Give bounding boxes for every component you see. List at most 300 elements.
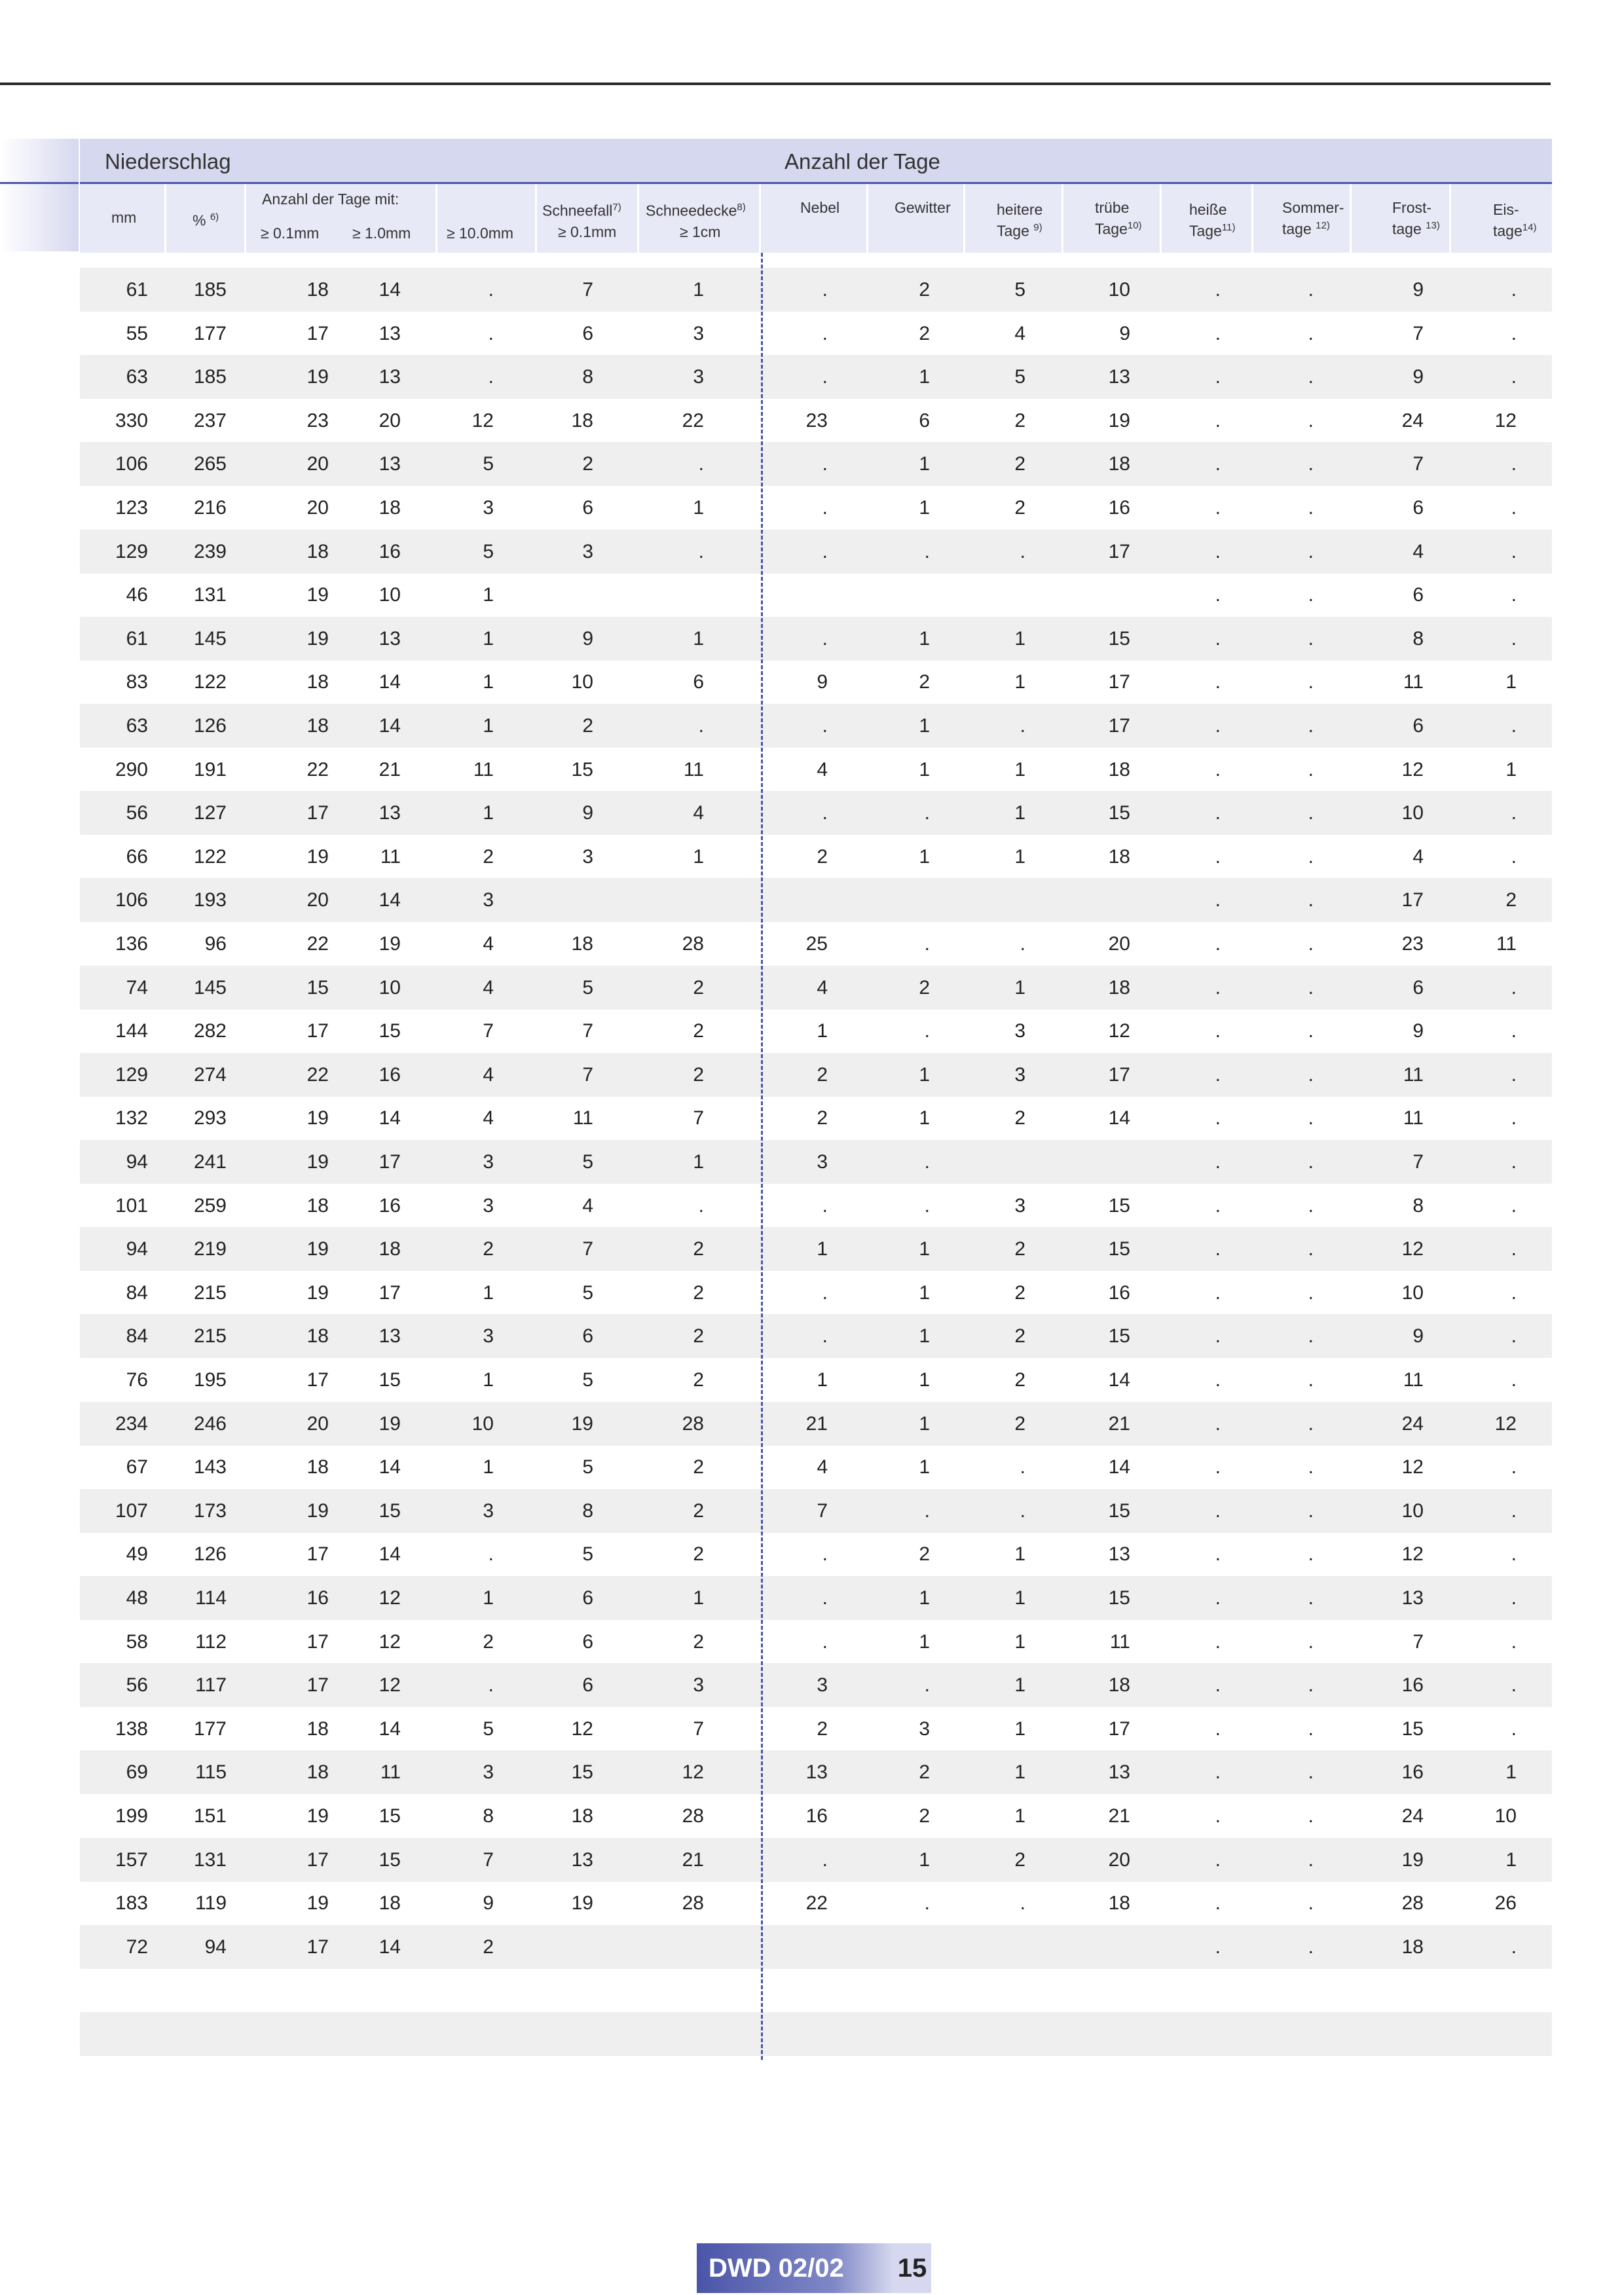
table-cell — [625, 2012, 704, 2056]
table-cell: . — [488, 1543, 494, 1565]
table-cell: 234 — [115, 1413, 148, 1435]
table-row — [80, 1707, 1552, 1751]
table-cell: 18 — [306, 715, 329, 737]
table-cell: 157 — [115, 1849, 148, 1871]
table-cell — [515, 1925, 593, 1969]
table-cell: 185 — [193, 279, 227, 301]
table-cell: 11 — [683, 759, 704, 780]
table-cell: 17 — [306, 1936, 329, 1958]
table-cell: . — [1308, 410, 1314, 431]
table-cell: . — [1511, 1020, 1517, 1042]
table-cell: 1 — [817, 1238, 828, 1260]
table-cell: . — [1215, 1718, 1221, 1740]
table-row — [80, 922, 1552, 966]
table-cell: 2 — [693, 1064, 704, 1086]
table-cell: . — [1511, 1151, 1517, 1173]
table-cell — [1142, 2012, 1221, 2056]
table-cell: 7 — [1412, 1631, 1424, 1653]
table-cell: 12 — [378, 1587, 401, 1609]
table-cell: 119 — [195, 1892, 227, 1914]
table-cell: 5 — [483, 453, 494, 475]
table-cell — [415, 2012, 494, 2056]
table-cell: . — [1308, 1849, 1314, 1871]
table-row — [80, 1402, 1552, 1446]
table-cell: . — [1308, 1413, 1314, 1435]
table-cell: 14 — [378, 1456, 401, 1478]
table-cell: . — [698, 715, 704, 737]
table-cell: 15 — [1108, 802, 1130, 824]
table-row — [80, 312, 1552, 356]
table-cell: 1 — [919, 846, 930, 868]
table-cell: 11 — [1496, 933, 1517, 955]
table-cell: 1 — [483, 715, 494, 737]
header-schneedecke: Schneedecke$^{8)}$ — [646, 202, 746, 219]
table-row — [80, 2012, 1552, 2056]
table-row — [80, 878, 1552, 922]
table-cell: 18 — [1108, 846, 1130, 868]
table-cell: 26 — [1494, 1892, 1517, 1914]
table-row — [80, 617, 1552, 661]
table-cell: 19 — [306, 1107, 329, 1129]
table-cell: . — [1215, 1892, 1221, 1914]
table-cell — [148, 2012, 227, 2056]
section-divider — [761, 253, 763, 2060]
table-cell: . — [1215, 889, 1221, 911]
table-cell: 14 — [1108, 1369, 1130, 1391]
table-cell: . — [1215, 933, 1221, 955]
table-cell: 6 — [582, 1674, 593, 1696]
table-cell — [947, 2012, 1025, 2056]
table-cell: . — [822, 1282, 828, 1304]
table-cell — [69, 1968, 148, 2012]
table-cell — [625, 573, 704, 617]
table-row — [80, 1881, 1552, 1925]
table-cell: 199 — [115, 1805, 148, 1827]
table-row — [80, 1358, 1552, 1402]
table-cell: 1 — [919, 1325, 930, 1347]
table-cell: 1 — [693, 497, 704, 519]
table-cell: . — [1215, 1195, 1221, 1217]
table-cell — [947, 573, 1025, 617]
table-cell: 18 — [1108, 453, 1130, 475]
table-cell: . — [1511, 1674, 1517, 1696]
table-cell: 2 — [693, 1500, 704, 1522]
table-cell: 13 — [1108, 1761, 1130, 1783]
table-cell: 9 — [1412, 279, 1424, 301]
table-cell: 11 — [1403, 1107, 1424, 1129]
table-row — [80, 268, 1552, 312]
table-cell: . — [1308, 1543, 1314, 1565]
table-cell: 1 — [483, 802, 494, 824]
table-cell: 13 — [378, 366, 401, 388]
table-row — [80, 1184, 1552, 1228]
table-cell — [1052, 573, 1130, 617]
table-cell: . — [822, 1325, 828, 1347]
table-cell: 15 — [1108, 1500, 1130, 1522]
table-cell: 18 — [306, 1325, 329, 1347]
table-cell — [1235, 1968, 1314, 2012]
table-cell: 63 — [126, 366, 148, 388]
table-cell: . — [924, 1500, 930, 1522]
table-cell — [851, 1925, 930, 1969]
table-cell: 12 — [571, 1718, 593, 1740]
table-row — [80, 660, 1552, 704]
table-cell: 5 — [582, 1369, 593, 1391]
table-cell: 5 — [582, 1543, 593, 1565]
table-cell: 215 — [193, 1282, 227, 1304]
table-row — [80, 1445, 1552, 1489]
table-cell: 2 — [693, 1282, 704, 1304]
table-cell: 61 — [126, 279, 148, 301]
table-cell: . — [1215, 1631, 1221, 1653]
table-cell: 4 — [1412, 541, 1424, 562]
table-cell: 185 — [193, 366, 227, 388]
table-cell: 19 — [1108, 410, 1130, 431]
table-cell: 2 — [582, 715, 593, 737]
table-cell — [947, 1968, 1025, 2012]
table-cell: 20 — [306, 889, 329, 911]
table-cell: 2 — [1014, 1325, 1025, 1347]
table-cell: . — [1215, 846, 1221, 868]
table-cell: 63 — [126, 715, 148, 737]
table-cell: 2 — [919, 977, 930, 999]
table-cell: 11 — [572, 1107, 593, 1129]
table-cell: 3 — [817, 1674, 828, 1696]
table-cell: 10 — [1401, 1500, 1424, 1522]
table-cell: 16 — [1401, 1674, 1424, 1696]
table-cell: . — [1511, 1325, 1517, 1347]
table-cell: 4 — [483, 933, 494, 955]
table-cell: 259 — [193, 1195, 227, 1217]
table-cell: 14 — [1108, 1107, 1130, 1129]
table-cell: 14 — [1108, 1456, 1130, 1478]
table-cell: 49 — [126, 1543, 148, 1565]
header-anzahl-der-tage-mit: Anzahl der Tage mit: — [262, 191, 399, 208]
table-cell: . — [488, 279, 494, 301]
table-cell: 18 — [378, 1892, 401, 1914]
table-cell: . — [1308, 1282, 1314, 1304]
table-cell: 17 — [306, 802, 329, 824]
table-cell: . — [924, 933, 930, 955]
col-header-cell — [761, 184, 868, 253]
table-cell: . — [1511, 584, 1517, 606]
table-row — [80, 1140, 1552, 1184]
table-cell — [69, 2012, 148, 2056]
table-cell: 4 — [817, 977, 828, 999]
table-cell: . — [1308, 802, 1314, 824]
table-cell: . — [1511, 323, 1517, 344]
table-cell: 1 — [1014, 1543, 1025, 1565]
table-cell: 6 — [693, 671, 704, 693]
table-cell: . — [924, 1892, 930, 1914]
table-cell: 18 — [1108, 759, 1130, 780]
table-cell: . — [1308, 1805, 1314, 1827]
table-cell — [1345, 1968, 1424, 2012]
table-cell: 1 — [1014, 1761, 1025, 1783]
table-cell: 7 — [1412, 323, 1424, 344]
table-cell: . — [1511, 453, 1517, 475]
table-cell: 2 — [693, 1325, 704, 1347]
table-cell: . — [1020, 1500, 1025, 1522]
table-cell: 16 — [1108, 1282, 1130, 1304]
table-cell: . — [1308, 1892, 1314, 1914]
table-cell: 11 — [1109, 1631, 1130, 1653]
table-cell — [1052, 1925, 1130, 1969]
table-cell: 1 — [1014, 759, 1025, 780]
table-cell: 106 — [115, 453, 148, 475]
table-cell: 19 — [306, 366, 329, 388]
table-cell: 2 — [1014, 1369, 1025, 1391]
table-cell: . — [1215, 1325, 1221, 1347]
table-cell: 3 — [483, 1151, 494, 1173]
table-cell: 76 — [126, 1369, 148, 1391]
table-cell: 1 — [919, 759, 930, 780]
table-cell: . — [822, 366, 828, 388]
table-cell: 2 — [1505, 889, 1517, 911]
table-cell: . — [1511, 1500, 1517, 1522]
table-cell: . — [1511, 1195, 1517, 1217]
table-cell: 1 — [693, 846, 704, 868]
table-cell: . — [1215, 1413, 1221, 1435]
table-cell: 28 — [682, 933, 704, 955]
table-cell: 131 — [193, 584, 227, 606]
table-cell: 10 — [471, 1413, 494, 1435]
table-cell: 84 — [126, 1325, 148, 1347]
table-row — [80, 791, 1552, 835]
table-cell: . — [1215, 1674, 1221, 1696]
table-cell: 3 — [1014, 1020, 1025, 1042]
table-cell: 19 — [306, 1500, 329, 1522]
table-cell: 241 — [193, 1151, 227, 1173]
table-cell: 274 — [193, 1064, 227, 1086]
table-cell: 20 — [1108, 933, 1130, 955]
table-cell: 17 — [306, 1631, 329, 1653]
table-cell: 2 — [693, 1631, 704, 1653]
table-cell: . — [1511, 628, 1517, 650]
table-cell: 15 — [1108, 1238, 1130, 1260]
table-cell: 173 — [193, 1500, 227, 1522]
table-cell: 46 — [126, 584, 148, 606]
table-row — [80, 1576, 1552, 1620]
table-cell — [625, 878, 704, 922]
table-cell: 67 — [126, 1456, 148, 1478]
table-cell — [1142, 1968, 1221, 2012]
table-cell: 15 — [378, 1020, 401, 1042]
table-cell: 22 — [306, 759, 329, 780]
table-cell: 21 — [1108, 1805, 1130, 1827]
table-cell: 12 — [1108, 1020, 1130, 1042]
table-cell: 1 — [483, 1282, 494, 1304]
table-cell: . — [1020, 1892, 1025, 1914]
header-ge-1-0mm: ≥ 1.0mm — [352, 225, 411, 242]
table-cell: . — [1308, 628, 1314, 650]
table-cell: 10 — [1401, 802, 1424, 824]
table-cell: 19 — [571, 1413, 593, 1435]
table-cell: 1 — [1014, 977, 1025, 999]
table-cell: 20 — [378, 410, 401, 431]
table-cell: 9 — [1412, 1325, 1424, 1347]
table-cell: 10 — [1401, 1282, 1424, 1304]
table-cell: . — [1511, 1543, 1517, 1565]
table-cell: 72 — [126, 1936, 148, 1958]
table-cell: . — [1215, 1805, 1221, 1827]
table-cell: 4 — [483, 1107, 494, 1129]
table-row — [80, 1663, 1552, 1707]
table-cell: 14 — [378, 1936, 401, 1958]
table-cell: . — [924, 1674, 930, 1696]
table-cell: 13 — [1108, 366, 1130, 388]
table-cell: 3 — [483, 497, 494, 519]
table-cell: 114 — [195, 1587, 227, 1609]
table-cell: 6 — [582, 323, 593, 344]
table-cell: . — [924, 802, 930, 824]
table-cell: 2 — [483, 1631, 494, 1653]
table-cell: . — [1308, 715, 1314, 737]
table-cell: 145 — [193, 977, 227, 999]
header-heitere-tage: heitere Tage $^{9)}$ — [997, 201, 1043, 240]
table-cell: 282 — [193, 1020, 227, 1042]
table-row — [80, 399, 1552, 443]
table-cell: 15 — [306, 977, 329, 999]
table-cell: 13 — [378, 1325, 401, 1347]
table-cell: . — [1308, 1151, 1314, 1173]
table-cell: 10 — [378, 584, 401, 606]
table-cell: 15 — [378, 1500, 401, 1522]
table-cell: . — [1308, 846, 1314, 868]
table-cell: 5 — [1014, 279, 1025, 301]
table-cell: . — [822, 1543, 828, 1565]
table-cell: . — [1215, 1238, 1221, 1260]
table-cell: 1 — [483, 584, 494, 606]
table-cell: 10 — [571, 671, 593, 693]
table-row — [80, 1838, 1552, 1882]
table-cell: 61 — [126, 628, 148, 650]
table-cell: . — [1308, 1195, 1314, 1217]
table-cell: 237 — [193, 410, 227, 431]
table-cell: 4 — [693, 802, 704, 824]
table-cell — [1235, 2012, 1314, 2056]
table-cell: 2 — [1014, 1107, 1025, 1129]
table-cell: . — [822, 802, 828, 824]
table-cell: . — [822, 279, 828, 301]
table-row — [80, 966, 1552, 1010]
table-cell: . — [822, 628, 828, 650]
table-cell: . — [924, 1195, 930, 1217]
table-cell: 19 — [306, 1282, 329, 1304]
top-rule — [0, 83, 1551, 85]
table-cell: 18 — [306, 541, 329, 562]
table-cell: 265 — [193, 453, 227, 475]
table-cell — [1438, 2012, 1517, 2056]
table-cell: . — [1215, 715, 1221, 737]
table-cell: 11 — [1403, 671, 1424, 693]
table-cell: 17 — [1108, 541, 1130, 562]
table-cell: . — [488, 323, 494, 344]
table-cell: 1 — [1505, 671, 1517, 693]
page-footer — [697, 2243, 931, 2293]
table-cell: 16 — [378, 1195, 401, 1217]
table-cell: 7 — [817, 1500, 828, 1522]
table-cell: 2 — [919, 671, 930, 693]
table-cell: 20 — [1108, 1849, 1130, 1871]
table-cell: 74 — [126, 977, 148, 999]
table-cell: 1 — [1014, 1718, 1025, 1740]
table-cell: 7 — [582, 1238, 593, 1260]
table-cell: 19 — [306, 846, 329, 868]
table-cell: . — [1511, 279, 1517, 301]
table-row — [80, 1489, 1552, 1533]
table-cell: 131 — [193, 1849, 227, 1871]
table-cell: 3 — [483, 1195, 494, 1217]
table-cell: 19 — [378, 933, 401, 955]
table-cell: 24 — [1401, 1805, 1424, 1827]
table-cell: . — [1215, 366, 1221, 388]
table-cell: 10 — [378, 977, 401, 999]
table-cell: . — [1215, 1500, 1221, 1522]
table-cell: . — [1308, 1718, 1314, 1740]
table-cell: 3 — [919, 1718, 930, 1740]
table-cell: 17 — [1108, 671, 1130, 693]
table-cell — [322, 2012, 401, 2056]
table-cell: . — [1511, 846, 1517, 868]
table-cell: 13 — [378, 323, 401, 344]
table-cell: . — [822, 1849, 828, 1871]
table-cell: 9 — [1412, 1020, 1424, 1042]
table-cell — [947, 878, 1025, 922]
table-cell: 94 — [126, 1151, 148, 1173]
table-cell: 16 — [378, 541, 401, 562]
table-cell: 4 — [483, 1064, 494, 1086]
table-cell — [1052, 2012, 1130, 2056]
table-cell: 18 — [306, 1456, 329, 1478]
table-cell: . — [1511, 497, 1517, 519]
table-row — [80, 1968, 1552, 2012]
table-cell: 2 — [1014, 1413, 1025, 1435]
table-cell: 18 — [306, 1718, 329, 1740]
table-cell: 7 — [582, 1020, 593, 1042]
table-cell: 17 — [306, 1849, 329, 1871]
table-cell: . — [1308, 1238, 1314, 1260]
table-cell: 132 — [115, 1107, 148, 1129]
table-cell: 11 — [1403, 1064, 1424, 1086]
table-cell: . — [1215, 1064, 1221, 1086]
table-cell: . — [822, 715, 828, 737]
table-cell: 21 — [682, 1849, 704, 1871]
table-cell: 1 — [919, 366, 930, 388]
footer-page-number: 15 — [893, 2243, 931, 2293]
table-cell: 24 — [1401, 410, 1424, 431]
table-cell — [851, 2012, 930, 2056]
table-cell: 3 — [693, 323, 704, 344]
table-cell: . — [1308, 453, 1314, 475]
table-cell: 15 — [1108, 1587, 1130, 1609]
table-cell: . — [1215, 1369, 1221, 1391]
table-cell — [515, 878, 593, 922]
table-cell: . — [698, 541, 704, 562]
table-cell: 1 — [1014, 1674, 1025, 1696]
table-cell: . — [1511, 1936, 1517, 1958]
table-cell: 1 — [693, 1587, 704, 1609]
table-cell — [148, 1968, 227, 2012]
table-cell: 1 — [483, 628, 494, 650]
table-cell: 3 — [693, 366, 704, 388]
table-cell: 4 — [1014, 323, 1025, 344]
table-cell: 18 — [306, 1195, 329, 1217]
table-cell: 122 — [193, 671, 227, 693]
table-cell: 215 — [193, 1325, 227, 1347]
table-cell: 11 — [1403, 1369, 1424, 1391]
table-cell: 20 — [306, 1413, 329, 1435]
